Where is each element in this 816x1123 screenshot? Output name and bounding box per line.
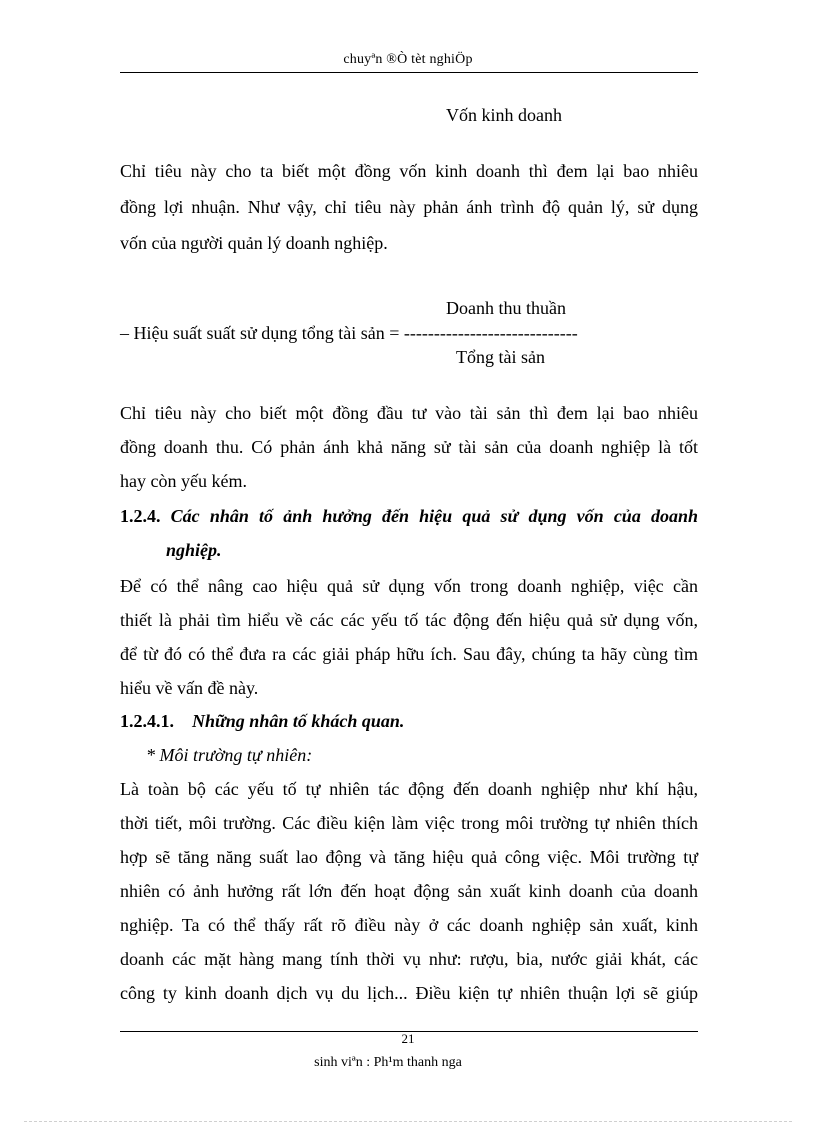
formula-numerator: Doanh thu thuần <box>446 298 566 318</box>
paragraph-line: doanh các mặt hàng mang tính thời vụ như: rượu, bia, nước giải khát, các <box>120 949 698 969</box>
paragraph-line: hay còn yếu kém. <box>120 471 247 491</box>
bullet-heading: * Môi trường tự nhiên: <box>146 745 313 765</box>
page-number: 21 <box>401 1031 415 1046</box>
paragraph-line: nghiệp. Ta có thể thấy rất rõ điều này ở các doanh nghiệp sản xuất, kinh <box>120 915 698 935</box>
section-heading <box>120 505 698 527</box>
running-footer: sinh viªn : Ph¹m thanh nga <box>314 1055 462 1070</box>
subsection-heading <box>120 710 698 732</box>
section-title-continued: nghiệp. <box>166 540 222 560</box>
paragraph-line: thời tiết, môi trường. Các điều kiện làm việc trong môi trường tự nhiên thích <box>120 813 698 833</box>
paragraph-line: Chỉ tiêu này cho ta biết một đồng vốn kinh doanh thì đem lại bao nhiêu <box>120 161 698 181</box>
paragraph-line: vốn của người quản lý doanh nghiệp. <box>120 233 388 253</box>
paragraph-line: Là toàn bộ các yếu tố tự nhiên tác động đến doanh nghiệp như khí hậu, <box>120 779 698 799</box>
paragraph-line: đồng lợi nhuận. Như vậy, chỉ tiêu này phản ánh trình độ quản lý, sử dụng <box>120 197 698 217</box>
paragraph-line: để từ đó có thể đưa ra các giải pháp hữu ích. Sau đây, chúng ta hãy cùng tìm <box>120 644 698 664</box>
paragraph-line: đồng doanh thu. Có phản ánh khả năng sử tài sản của doanh nghiệp là tốt <box>120 437 698 457</box>
section-title: Các nhân tố ảnh hưởng đến hiệu quả sử dụng vốn của doanh <box>170 506 699 526</box>
page-edge <box>24 1121 792 1122</box>
subsection-number: 1.2.4.1. <box>120 711 174 731</box>
formula-denominator: Tổng tài sản <box>456 347 545 367</box>
paragraph-line: công ty kinh doanh dịch vụ du lịch... Điều kiện tự nhiên thuận lợi sẽ giúp <box>120 983 698 1003</box>
paragraph-line: Để có thể nâng cao hiệu quả sử dụng vốn trong doanh nghiệp, việc cần <box>120 576 698 596</box>
header-rule <box>120 72 698 73</box>
paragraph-line: hiểu về vấn đề này. <box>120 678 259 698</box>
paragraph-line: Chỉ tiêu này cho biết một đồng đầu tư vào tài sản thì đem lại bao nhiêu <box>120 403 698 423</box>
paragraph-line: hợp sẽ tăng năng suất lao động và tăng hiệu quả công việc. Môi trường tự <box>120 847 698 867</box>
formula-line: – Hiệu suất suất sử dụng tổng tài sản = ----------------------------- <box>120 323 578 343</box>
paragraph-line: nhiên có ảnh hưởng rất lớn đến hoạt động sản xuất kinh doanh của doanh <box>120 881 698 901</box>
section-number: 1.2.4. <box>120 506 161 526</box>
running-header: chuyªn ®Ò tèt nghiÖp <box>343 52 473 67</box>
subsection-title: Những nhân tố khách quan. <box>192 711 405 731</box>
formula-denominator: Vốn kinh doanh <box>446 105 562 125</box>
paragraph-line: thiết là phải tìm hiểu về các các yếu tố tác động đến hiệu quả sử dụng vốn, <box>120 610 698 630</box>
